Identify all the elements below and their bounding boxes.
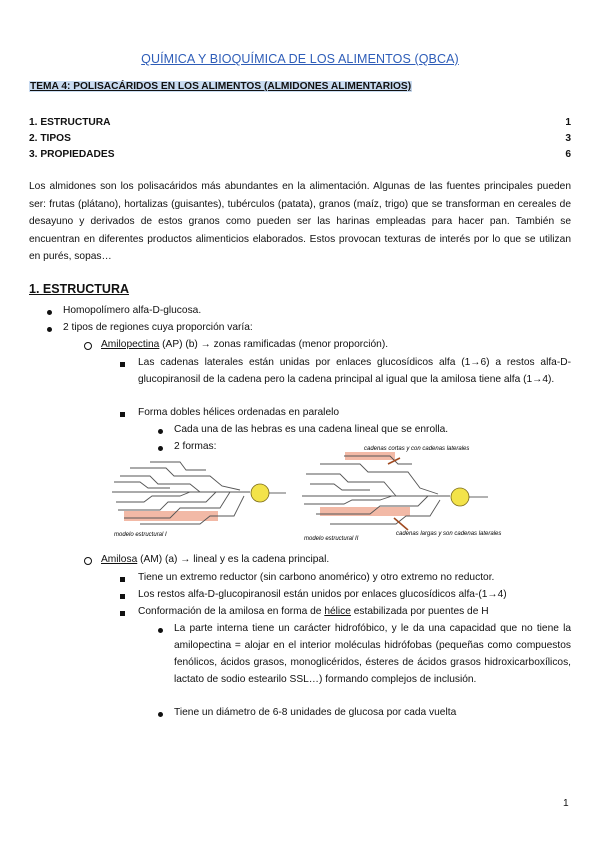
highlight-bar: [124, 511, 218, 521]
page-number: 1: [563, 798, 569, 809]
toc-label: 3. PROPIEDADES: [29, 149, 115, 160]
table-of-contents: [29, 115, 571, 163]
bullet-square: [120, 412, 125, 417]
bullet-square: [120, 594, 125, 599]
bullet-square: [120, 362, 125, 367]
toc-entry[interactable]: [29, 147, 571, 163]
bullet-circle: [84, 342, 92, 350]
bullet-dot: [158, 429, 163, 434]
bullet-text: Tiene un extremo reductor (sin carbono anomérico) y otro extremo no reductor.: [138, 572, 495, 583]
amilopectina-desc: (AP) (b) → zonas ramificadas (menor proporción).: [159, 339, 389, 350]
text-part: estabilizada por puentes de H: [350, 606, 489, 617]
structural-model-1-figure: [110, 458, 290, 538]
bullet-text: Homopolímero alfa-D-glucosa.: [63, 305, 202, 316]
section-heading-estructura: 1. ESTRUCTURA: [29, 282, 130, 296]
amilopectina-term: Amilopectina: [101, 339, 160, 350]
structural-model-2-figure: [300, 444, 502, 542]
highlight-bar: [320, 507, 410, 516]
amilosa-desc: (AM) (a) → lineal y es la cadena principal.: [137, 554, 330, 565]
bullet-dot: [47, 310, 52, 315]
bullet-square: [120, 577, 125, 582]
figure-caption: modelo estructural II: [304, 536, 359, 542]
toc-page: 1: [565, 117, 571, 128]
bullet-text: Forma dobles hélices ordenadas en paralelo: [138, 407, 340, 418]
bullet-dot: [158, 712, 163, 717]
bullet-text-helice: [138, 603, 489, 620]
bullet-circle: [84, 557, 92, 565]
figure-label-top: cadenas cortas y con cadenas laterales: [364, 446, 470, 452]
bullet-square: [120, 611, 125, 616]
amilosa-term: Amilosa: [101, 554, 138, 565]
toc-entry[interactable]: [29, 131, 571, 147]
document-title: QUÍMICA Y BIOQUÍMICA DE LOS ALIMENTOS (QBCA): [141, 52, 459, 66]
bullet-text: La parte interna tiene un carácter hidrofóbico, y le da una capacidad que no tiene la amilopectina = alojar en el interior moléculas hidrófobas (pequeñas como compuestos fenólicos, ácidos grasos, monoglicéridos, ésteres de ácidos grasos hidroxicarboxílicos, lactato de sodio estearilo SSL…) formando complejos de inclusión.: [174, 623, 571, 685]
toc-page: 6: [565, 149, 571, 160]
bullet-text: Cada una de las hebras es una cadena lineal que se enrolla.: [174, 424, 449, 435]
bullet-text: Tiene un diámetro de 6-8 unidades de glucosa por cada vuelta: [174, 707, 457, 718]
toc-page: 3: [565, 133, 571, 144]
amilopectina-line: [101, 336, 388, 353]
text-part: Conformación de la amilosa en forma de: [138, 606, 325, 617]
toc-label: 1. ESTRUCTURA: [29, 117, 111, 128]
toc-entry[interactable]: [29, 115, 571, 131]
amilosa-line: [101, 551, 329, 568]
bullet-text: 2 tipos de regiones cuya proporción varía:: [63, 322, 253, 333]
intro-paragraph: Los almidones son los polisacáridos más abundantes en la alimentación. Algunas de las fuentes principales pueden ser: frutas (plátano), hortalizas (guisantes), tubérculos (patata), granos (maíz, trigo) que se transforman en cereales de desayuno y derivados de estos granos como pueden ser las harinas empleadas para hacer pan. También se encuentran en diferentes productos alimenticios elaborados. Estos provocan texturas de interés por lo que se utilizan en purés, sopas…: [29, 181, 571, 262]
reducing-end-circle: [251, 484, 269, 502]
helice-term: hélice: [324, 606, 351, 617]
bullet-text: 2 formas:: [174, 441, 217, 452]
bullet-dot: [158, 628, 163, 633]
figure-label-bottom: cadenas largas y son cadenas laterales: [396, 531, 502, 537]
bullet-dot: [158, 446, 163, 451]
tema-heading: TEMA 4: POLISACÁRIDOS EN LOS ALIMENTOS (ALMIDONES ALIMENTARIOS): [30, 81, 412, 92]
figure-caption: modelo estructural I: [114, 532, 167, 538]
bullet-text: Las cadenas laterales están unidas por enlaces glucosídicos alfa (1→6) a restos alfa-D-glucopiranosil de la cadena pero la cadena principal al igual que la amilosa tiene alfa (1→4).: [138, 357, 571, 385]
reducing-end-circle: [451, 488, 469, 506]
bullet-dot: [47, 327, 52, 332]
bullet-text: Los restos alfa-D-glucopiranosil están unidos por enlaces glucosídicos alfa-(1→4): [138, 589, 507, 600]
toc-label: 2. TIPOS: [29, 133, 71, 144]
